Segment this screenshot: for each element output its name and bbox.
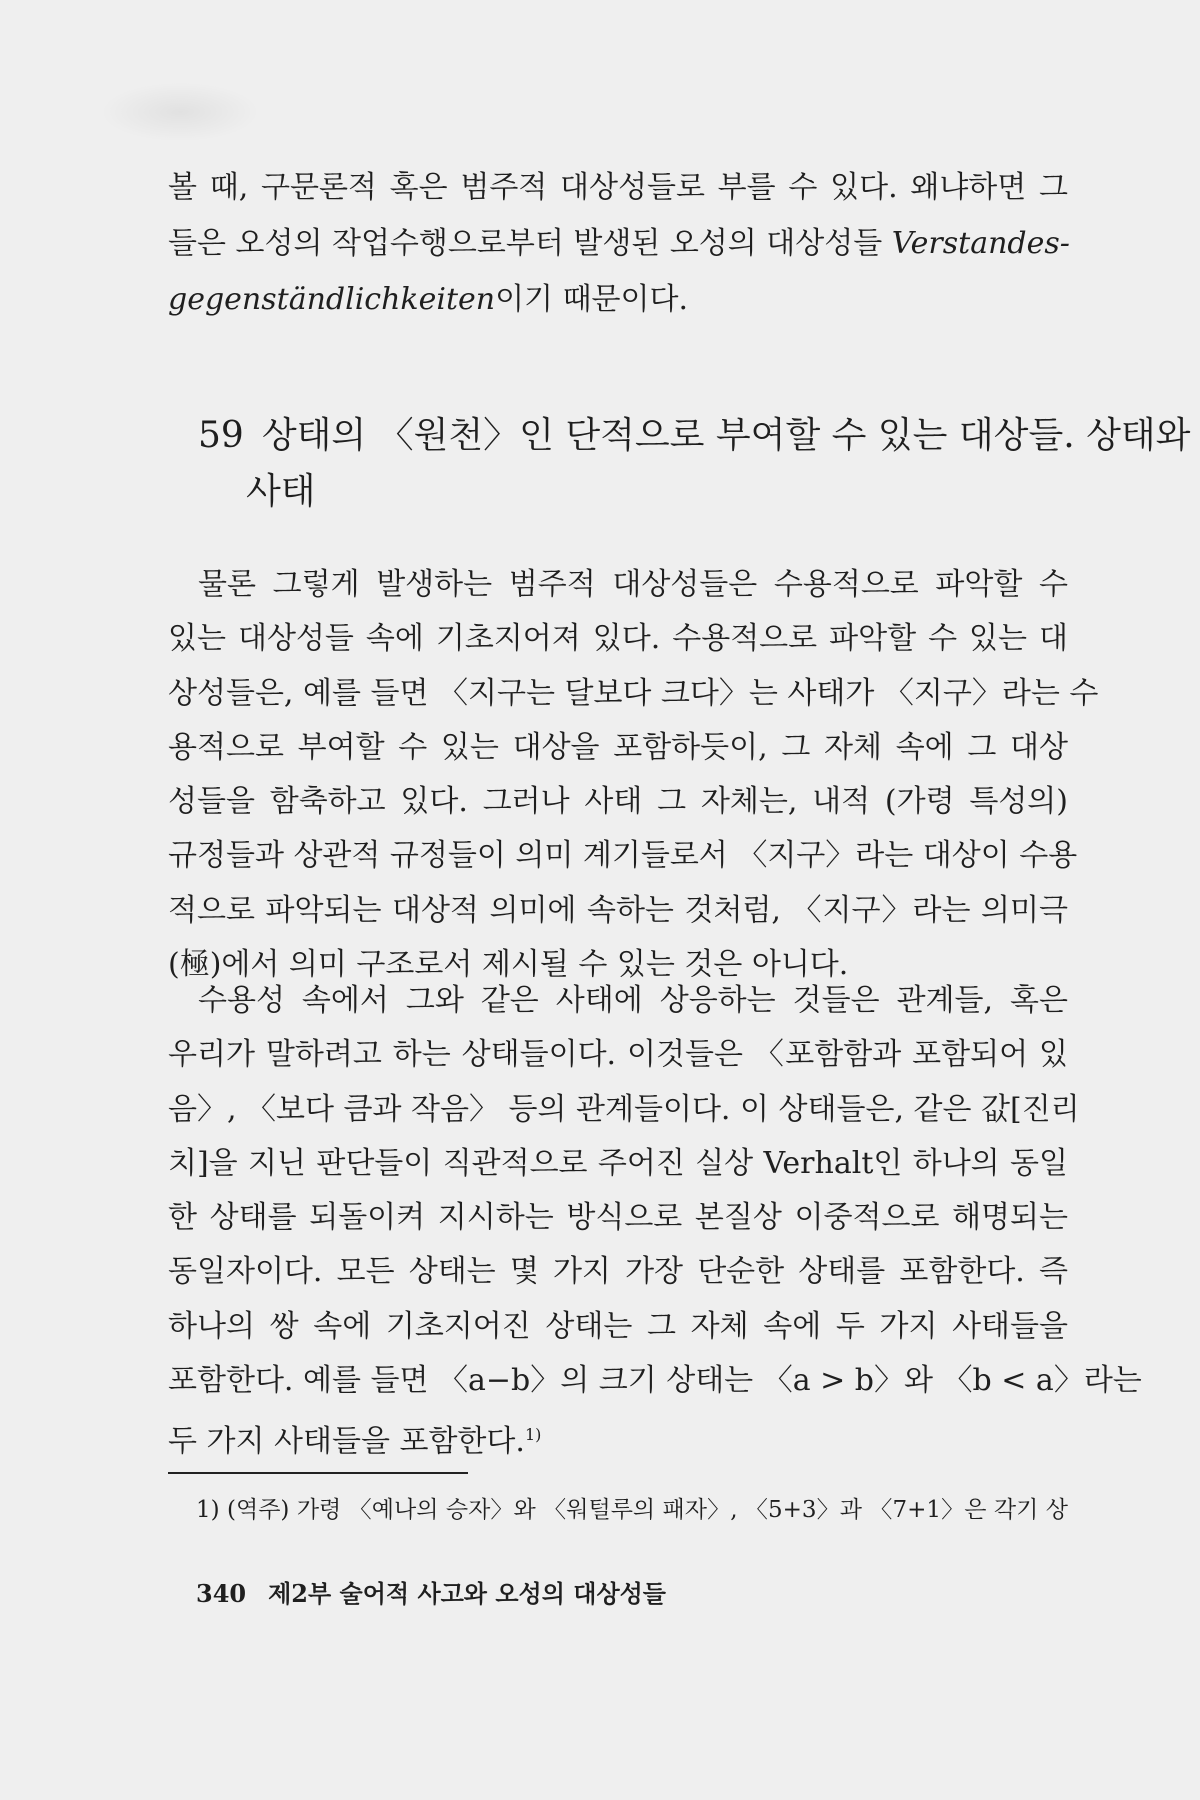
footnote-marker: 1) xyxy=(524,1425,542,1445)
running-footer-title: 제2부 술어적 사고와 오성의 대상성들 xyxy=(268,1579,666,1608)
footnote-text: 1) (역주) 가령 〈예나의 승자〉와 〈워털루의 패자〉, 〈5+3〉과 〈7+1〉은 각기 상 xyxy=(196,1497,1068,1523)
intro-line-3 xyxy=(168,272,1068,328)
paragraph-1-line: (極)에서 의미 구조로서 제시될 수 있는 것은 아니다. xyxy=(168,947,849,983)
paragraph-2-line: 치]을 지닌 판단들이 직관적으로 주어진 실상 Verhalt인 하나의 동일 xyxy=(168,1145,1068,1181)
paragraph-1-line: 물론 그렇게 발생하는 범주적 대상성들은 수용적으로 파악할 수 xyxy=(198,567,1068,602)
page-number: 340 xyxy=(196,1579,247,1608)
paragraph-1-line: 상성들은, 예를 들면 〈지구는 달보다 크다〉는 사태가 〈지구〉라는 수 xyxy=(168,675,1099,711)
paragraph-2-last-text: 두 가지 사태들을 포함한다. xyxy=(168,1424,525,1460)
scan-shadow xyxy=(100,82,260,142)
german-term-part-1: Verstandes- xyxy=(891,226,1070,261)
section-heading-line-1 xyxy=(198,408,1191,464)
running-footer xyxy=(196,1574,666,1609)
intro-line-2 xyxy=(168,216,1068,272)
german-term-part-2: gegenständlichkeiten xyxy=(168,282,496,317)
paragraph-1-line: 적으로 파악되는 대상적 의미에 속하는 것처럼, 〈지구〉라는 의미극 xyxy=(168,892,1068,928)
paragraph-1 xyxy=(168,558,1099,992)
paragraph-2-line: 동일자이다. 모든 상태는 몇 가지 가장 단순한 상태를 포함한다. 즉 xyxy=(168,1254,1068,1290)
paragraph-1-line: 성들을 함축하고 있다. 그러나 사태 그 자체는, 내적 (가령 특성의) xyxy=(168,784,1068,820)
section-number: 59 xyxy=(198,415,244,456)
paragraph-2-line xyxy=(168,1408,1068,1469)
footnote xyxy=(196,1490,1068,1530)
section-title-part-1: 상태의 〈원천〉인 단적으로 부여할 수 있는 대상들. 상태와 xyxy=(261,415,1191,456)
intro-line-3-text: 이기 때문이다. xyxy=(495,282,689,317)
paragraph-2-line: 우리가 말하려고 하는 상태들이다. 이것들은 〈포함함과 포함되어 있 xyxy=(168,1037,1068,1073)
paragraph-2-line: 포함한다. 예를 들면 〈a−b〉의 크기 상태는 〈a > b〉와 〈b < a〉라는 xyxy=(168,1363,1142,1399)
footnote-divider xyxy=(168,1472,468,1474)
paragraph-1-line: 있는 대상성들 속에 기초지어져 있다. 수용적으로 파악할 수 있는 대 xyxy=(168,621,1068,657)
paragraph-2-line: 한 상태를 되돌이켜 지시하는 방식으로 본질상 이중적으로 해명되는 xyxy=(168,1200,1068,1236)
intro-line-1: 볼 때, 구문론적 혹은 범주적 대상성들로 부를 수 있다. 왜냐하면 그 xyxy=(168,170,1068,205)
paragraph-1-line: 용적으로 부여할 수 있는 대상을 포함하듯이, 그 자체 속에 그 대상 xyxy=(168,729,1068,765)
intro-paragraph xyxy=(168,160,1068,328)
intro-line-2-text: 들은 오성의 작업수행으로부터 발생된 오성의 대상성들 xyxy=(168,226,892,261)
paragraph-2-line: 수용성 속에서 그와 같은 사태에 상응하는 것들은 관계들, 혹은 xyxy=(198,983,1068,1018)
paragraph-1-line: 규정들과 상관적 규정들이 의미 계기들로서 〈지구〉라는 대상이 수용 xyxy=(168,838,1078,874)
paragraph-2-line: 음〉, 〈보다 큼과 작음〉 등의 관계들이다. 이 상태들은, 같은 값[진리 xyxy=(168,1091,1080,1127)
paragraph-2 xyxy=(168,974,1142,1470)
section-heading xyxy=(198,408,1191,520)
paragraph-2-line: 하나의 쌍 속에 기초지어진 상태는 그 자체 속에 두 가지 사태들을 xyxy=(168,1308,1068,1344)
section-title-part-2: 사태 xyxy=(246,471,316,512)
